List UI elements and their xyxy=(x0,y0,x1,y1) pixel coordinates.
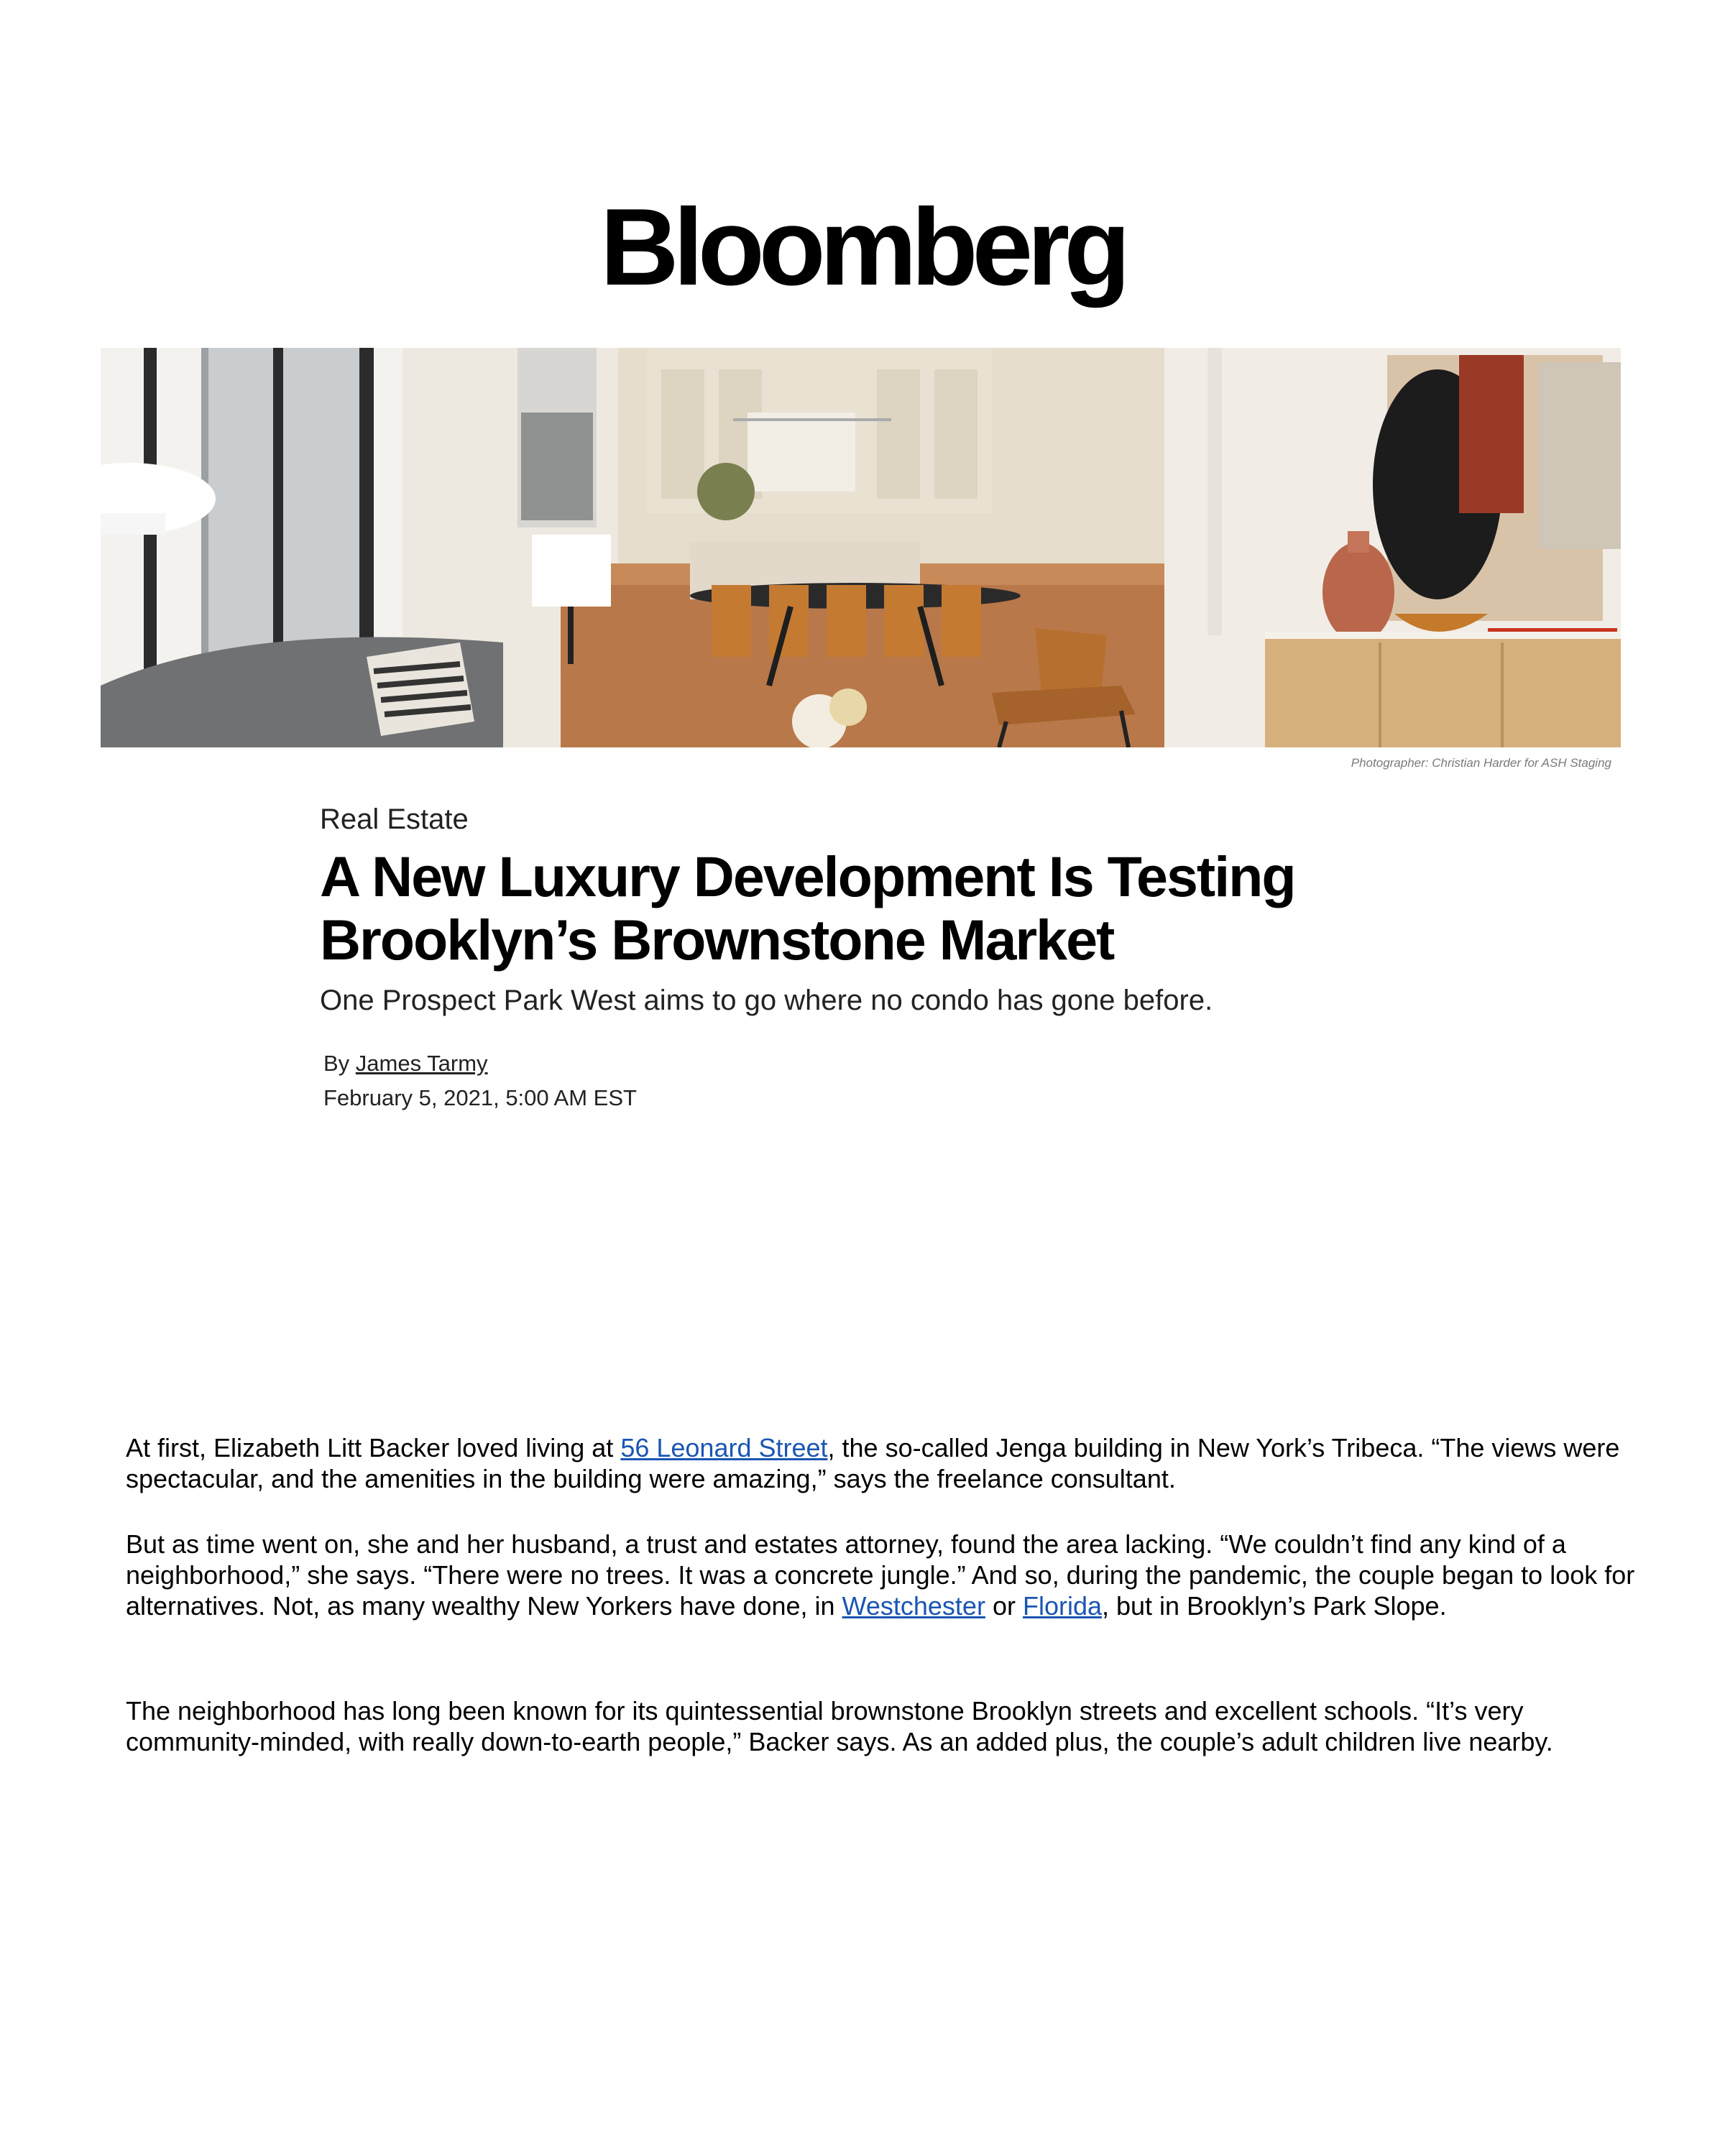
byline xyxy=(323,1051,488,1077)
body-paragraph-2 xyxy=(126,1529,1642,1621)
link-florida[interactable]: Florida xyxy=(1022,1591,1102,1621)
body-paragraph-1 xyxy=(126,1432,1642,1494)
link-56-leonard-street[interactable]: 56 Leonard Street xyxy=(620,1433,828,1462)
bloomberg-logo[interactable]: Bloomberg xyxy=(599,186,1126,308)
p1-text-start: At first, Elizabeth Litt Backer loved living at xyxy=(126,1433,621,1462)
section-label[interactable]: Real Estate xyxy=(320,803,469,835)
headline-line-1: A New Luxury Development Is Testing xyxy=(320,844,1295,908)
p2-text-end: , but in Brooklyn’s Park Slope. xyxy=(1102,1591,1447,1621)
hero-image xyxy=(101,348,1621,747)
publish-date: February 5, 2021, 5:00 AM EST xyxy=(323,1085,637,1110)
interior-photo-icon xyxy=(101,348,1621,747)
headline-line-2: Brooklyn’s Brownstone Market xyxy=(320,908,1114,972)
p1-text-end: , the so-called Jenga building in New York’s Tribeca. “The views were spectacular, and the amenities in the building were amazing,” says the freelance consultant. xyxy=(126,1433,1620,1493)
article-headline xyxy=(320,845,1470,972)
body-paragraph-3: The neighborhood has long been known for its quintessential brownstone Brooklyn streets and excellent schools. “It’s very community-minded, with really down-to-earth people,” Backer says. As an added plus, the couple’s adult children live nearby. xyxy=(126,1696,1553,1756)
p2-text-start: But as time went on, she and her husband, a trust and estates attorney, found the area lacking. “We couldn’t find any kind of a neighborhood,” she says. “There were no trees. It was a concrete jungle.” And so, during the pandemic, the couple began to look for alternatives. Not, as many wealthy New Yorkers have done, in xyxy=(126,1529,1635,1621)
p2-text-mid: or xyxy=(985,1591,1023,1621)
photo-credit: Photographer: Christian Harder for ASH Staging xyxy=(1351,756,1611,770)
article-dek: One Prospect Park West aims to go where no condo has gone before. xyxy=(320,985,1213,1016)
author-link[interactable]: James Tarmy xyxy=(355,1051,488,1076)
byline-prefix: By xyxy=(323,1051,356,1076)
link-westchester[interactable]: Westchester xyxy=(842,1591,985,1621)
